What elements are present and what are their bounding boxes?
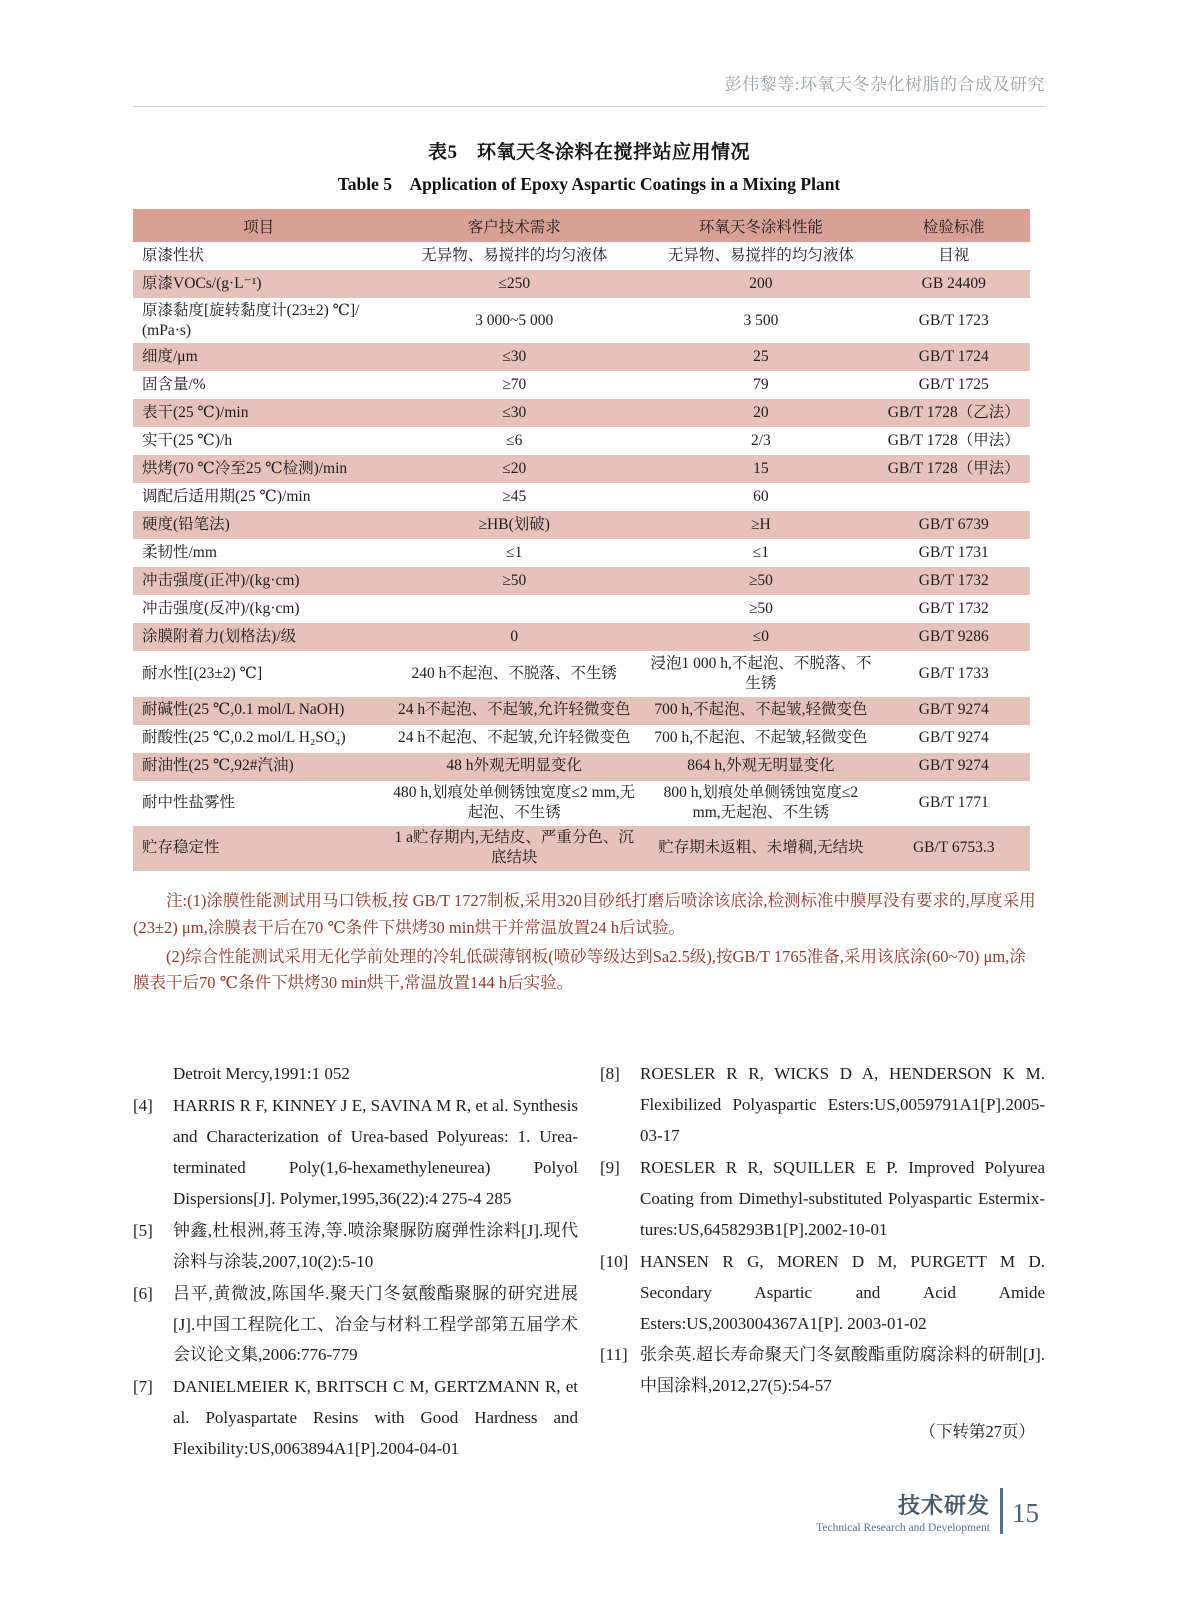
reference-number: [4]	[133, 1095, 153, 1115]
table-cell: GB/T 6753.3	[878, 826, 1031, 871]
table-cell: 20	[644, 399, 877, 427]
table-cell-item: 实干(25 ℃)/h	[142, 432, 233, 450]
table-cell: ≥50	[748, 600, 773, 618]
table-cell	[878, 483, 1031, 511]
table-cell: ≤30	[384, 399, 644, 427]
table-cell-item: 耐水性[(23±2) ℃]	[142, 664, 263, 682]
table-cell-item: 柔韧性/mm	[142, 544, 217, 562]
footer-section-subtitle: Technical Research and Development	[816, 1521, 990, 1534]
reference-item	[133, 1279, 578, 1372]
table-cell-item: 原漆VOCs/(g·L⁻¹)	[133, 270, 384, 298]
table-cell: 15	[644, 455, 877, 483]
table-header-row	[133, 209, 1030, 242]
note-paragraph-1: 注:(1)涂膜性能测试用马口铁板,按 GB/T 1727制板,采用320目砂纸打磨后喷涂该底涂,检测标准中膜厚没有要求的,厚度采用(23±2) μm,涂膜表干后在70 ℃条件下烘烤30 min烘干并常温放置24 h后试验。	[133, 891, 1036, 937]
table-cell: GB/T 1731	[918, 544, 989, 562]
continued-note: （下转第27页）	[919, 1422, 1035, 1442]
table-cell: GB/T 1725	[918, 376, 989, 394]
reference-text: Detroit Mercy,1991:1 052	[173, 1064, 350, 1083]
table-row	[133, 371, 1030, 399]
table-cell-item: 烘烤(70 ℃冷至25 ℃检测)/min	[133, 455, 384, 483]
content-area	[133, 0, 1045, 1466]
footer-section-title: 技术研发	[897, 1492, 990, 1518]
table-row	[133, 725, 1030, 753]
table-cell-item: 耐酸性(25 ℃,0.2 mol/L H₂SO₄)	[142, 729, 346, 747]
reference-text: 吕平,黄微波,陈国华.聚天门冬氨酸酯聚脲的研究进展[J].中国工程院化工、冶金与材料工程学部第五届学术会议论文集,2006:776-779	[173, 1283, 578, 1365]
reference-text: 张余英.超长寿命聚天门冬氨酸酯重防腐涂料的研制[J].中国涂料,2012,27(5):54-57	[640, 1345, 1045, 1396]
table-cell: ≤1	[506, 544, 523, 562]
table-cell: 3 000~5 000	[475, 311, 554, 329]
table-cell: GB/T 1732	[878, 567, 1031, 595]
footer-section	[816, 1489, 1000, 1534]
table-row	[133, 427, 1030, 455]
table-cell: ≤0	[644, 623, 877, 651]
table-cell: 60	[753, 488, 769, 506]
table-row	[133, 623, 1030, 651]
table-cell: GB/T 9274	[878, 753, 1031, 781]
table-cell: 0	[384, 623, 644, 651]
reference-item	[600, 1340, 1045, 1402]
table-row	[133, 270, 1030, 298]
reference-text: HARRIS R F, KINNEY J E, SAVINA M R, et al. Synthesis and Characterization of Urea-based Polyureas: 1. Urea-terminated Poly(1,6-hexamethyleneurea) Polyol Dispersions[J]. Polymer,1995,36(22):4 275-4 285	[173, 1095, 578, 1208]
table-cell: 200	[644, 270, 877, 298]
reference-item	[600, 1247, 1045, 1340]
table-row	[133, 242, 1030, 270]
table-row	[133, 455, 1030, 483]
table-cell: GB/T 1733	[918, 664, 989, 682]
table-row	[133, 753, 1030, 781]
table-cell: GB/T 1723	[918, 311, 989, 329]
table-cell: ≤30	[384, 343, 644, 371]
table-cell: 3 500	[743, 311, 779, 329]
table-cell	[384, 595, 644, 623]
note-paragraph-2: (2)综合性能测试采用无化学前处理的冷轧低碳薄钢板(喷砂等级达到Sa2.5级),按GB/T 1765准备,采用该底涂(60~70) μm,涂膜表干后70 ℃条件下烘烤30 min烘干,常温放置144 h后实验。	[133, 946, 1026, 993]
table-row	[133, 781, 1030, 826]
table-cell: GB/T 9274	[918, 729, 989, 747]
table-row	[133, 511, 1030, 539]
table-cell: 800 h,划痕处单侧锈蚀宽度≤2 mm,无起泡、不生锈	[663, 784, 859, 822]
table-cell: GB/T 6739	[878, 511, 1031, 539]
column-header-coating-performance: 环氧天冬涂料性能	[644, 209, 877, 242]
table-cell: GB/T 9274	[878, 697, 1031, 725]
reference-item	[600, 1059, 1045, 1152]
table-row	[133, 539, 1030, 567]
table-cell: ≤6	[506, 432, 523, 450]
column-header-test-standard: 检验标准	[878, 209, 1031, 242]
table-cell: GB/T 1771	[918, 794, 989, 812]
table-cell-item: 细度/μm	[133, 343, 384, 371]
table-cell: 25	[644, 343, 877, 371]
table-cell: 2/3	[750, 432, 771, 450]
table-cell: 24 h不起泡、不起皱,允许轻微变色	[384, 697, 644, 725]
reference-text: HANSEN R G, MOREN D M, PURGETT M D. Secondary Aspartic and Acid Amide Esters:US,2003004367A1[P]. 2003-01-02	[640, 1251, 1045, 1333]
table-cell: ≥H	[644, 511, 877, 539]
table-cell: GB/T 1728（乙法）	[878, 399, 1031, 427]
table-notes	[133, 888, 1038, 997]
table-cell: GB/T 1724	[878, 343, 1031, 371]
table-cell: 240 h不起泡、不脱落、不生锈	[411, 664, 617, 682]
reference-number: [8]	[600, 1064, 620, 1083]
reference-text: 钟鑫,杜根洲,蒋玉涛,等.喷涂聚脲防腐弹性涂料[J].现代涂料与涂装,2007,10(2):5-10	[173, 1220, 578, 1271]
reference-number: [5]	[133, 1220, 153, 1240]
table-cell: 864 h,外观无明显变化	[644, 753, 877, 781]
table-cell: GB/T 9286	[878, 623, 1031, 651]
table-row	[133, 826, 1030, 871]
table-cell-item: 耐油性(25 ℃,92#汽油)	[133, 753, 384, 781]
table-cell-item: 耐碱性(25 ℃,0.1 mol/L NaOH)	[133, 697, 384, 725]
reference-item	[133, 1216, 578, 1278]
table-row	[133, 483, 1030, 511]
table-row	[133, 399, 1030, 427]
table-title-chinese: 表5 环氧天冬涂料在搅拌站应用情况	[427, 142, 750, 163]
table-cell: 48 h外观无明显变化	[384, 753, 644, 781]
table-cell-item: 涂膜附着力(划格法)/级	[133, 623, 384, 651]
table-cell: 79	[753, 376, 769, 394]
table-cell: GB/T 1732	[918, 600, 989, 618]
table-cell: ≥45	[502, 488, 527, 506]
reference-text: ROESLER R R, WICKS D A, HENDERSON K M. Flexibilized Polyaspartic Esters:US,0059791A1[P].2005-03-17	[640, 1064, 1045, 1145]
table-cell-item: 原漆黏度[旋转黏度计(23±2) ℃]/ (mPa·s)	[142, 301, 360, 339]
table-cell: ≤20	[384, 455, 644, 483]
references-left-column	[133, 1059, 578, 1466]
table-cell-item: 调配后适用期(25 ℃)/min	[142, 488, 311, 506]
column-header-customer-requirement: 客户技术需求	[384, 209, 644, 242]
table-row	[133, 697, 1030, 725]
table-cell-item: 表干(25 ℃)/min	[133, 399, 384, 427]
reference-number: [7]	[133, 1377, 153, 1397]
reference-number: [11]	[600, 1345, 628, 1365]
table-cell-item: 耐中性盐雾性	[142, 794, 236, 812]
table-cell: ≥70	[502, 376, 527, 394]
table-cell: 贮存期未返粗、未增稠,无结块	[644, 826, 877, 871]
reference-item	[133, 1091, 578, 1215]
table-cell: ≥HB(划破)	[384, 511, 644, 539]
reference-text: ROESLER R R, SQUILLER E P. Improved Polyurea Coating from Dimethyl-substituted Polyaspartic Estermix-tures:US,6458293B1[P].2002-10-01	[640, 1157, 1045, 1239]
references-right-column	[600, 1059, 1045, 1466]
table-cell: GB 24409	[878, 270, 1031, 298]
reference-number: [10]	[600, 1251, 629, 1271]
table-cell-item: 冲击强度(反冲)/(kg·cm)	[142, 600, 300, 618]
table-cell: GB/T 1728（甲法）	[878, 455, 1031, 483]
reference-text: DANIELMEIER K, BRITSCH C M, GERTZMANN R, et al. Polyaspartate Resins with Good Hardness and Flexibility:US,0063894A1[P].2004-04-01	[173, 1377, 578, 1459]
table-cell-item: 贮存稳定性	[133, 826, 384, 871]
reference-item	[133, 1059, 578, 1090]
table-row	[133, 343, 1030, 371]
table-cell: 700 h,不起泡、不起皱,轻微变色	[654, 729, 868, 747]
reference-number	[133, 1059, 173, 1090]
reference-number: [9]	[600, 1157, 620, 1177]
column-header-item: 项目	[133, 209, 384, 242]
table-cell-item: 冲击强度(正冲)/(kg·cm)	[133, 567, 384, 595]
references-section	[133, 1059, 1045, 1466]
table-cell: ≤1	[752, 544, 770, 562]
table-cell-item: 硬度(铅笔法)	[133, 511, 384, 539]
table-cell: ≥50	[384, 567, 644, 595]
page-footer	[816, 1488, 1039, 1534]
table-cell: 无异物、易搅拌的均匀液体	[421, 246, 608, 264]
table-body	[133, 242, 1030, 871]
table-title-english: Table 5 Application of Epoxy Aspartic Coatings in a Mixing Plant	[337, 174, 841, 194]
table-cell: 480 h,划痕处单侧锈蚀宽度≤2 mm,无起泡、不生锈	[393, 784, 636, 822]
table-cell: 700 h,不起泡、不起皱,轻微变色	[644, 697, 877, 725]
table-row	[133, 651, 1030, 696]
running-head: 彭伟黎等:环氧天冬杂化树脂的合成及研究	[133, 70, 1045, 107]
application-table	[133, 209, 1030, 871]
table-cell: 浸泡1 000 h,不起泡、不脱落、不生锈	[650, 654, 872, 692]
table-cell: ≥50	[644, 567, 877, 595]
table-cell: ≤250	[384, 270, 644, 298]
table-cell: GB/T 1728（甲法）	[887, 432, 1020, 450]
table-cell-item: 固含量/%	[142, 376, 206, 394]
table-row	[133, 595, 1030, 623]
table-row	[133, 298, 1030, 343]
reference-number: [6]	[133, 1283, 153, 1303]
reference-item	[600, 1153, 1045, 1246]
table-cell-item: 原漆性状	[142, 246, 205, 264]
table-cell: 1 a贮存期内,无结皮、严重分色、沉底结块	[384, 826, 644, 871]
table-row	[133, 567, 1030, 595]
table-cell: 无异物、易搅拌的均匀液体	[667, 246, 854, 264]
table-cell: 目视	[938, 246, 970, 264]
table-cell: 24 h不起泡、不起皱,允许轻微变色	[397, 729, 631, 747]
page-number: 15	[1012, 1498, 1039, 1528]
reference-item	[133, 1372, 578, 1465]
